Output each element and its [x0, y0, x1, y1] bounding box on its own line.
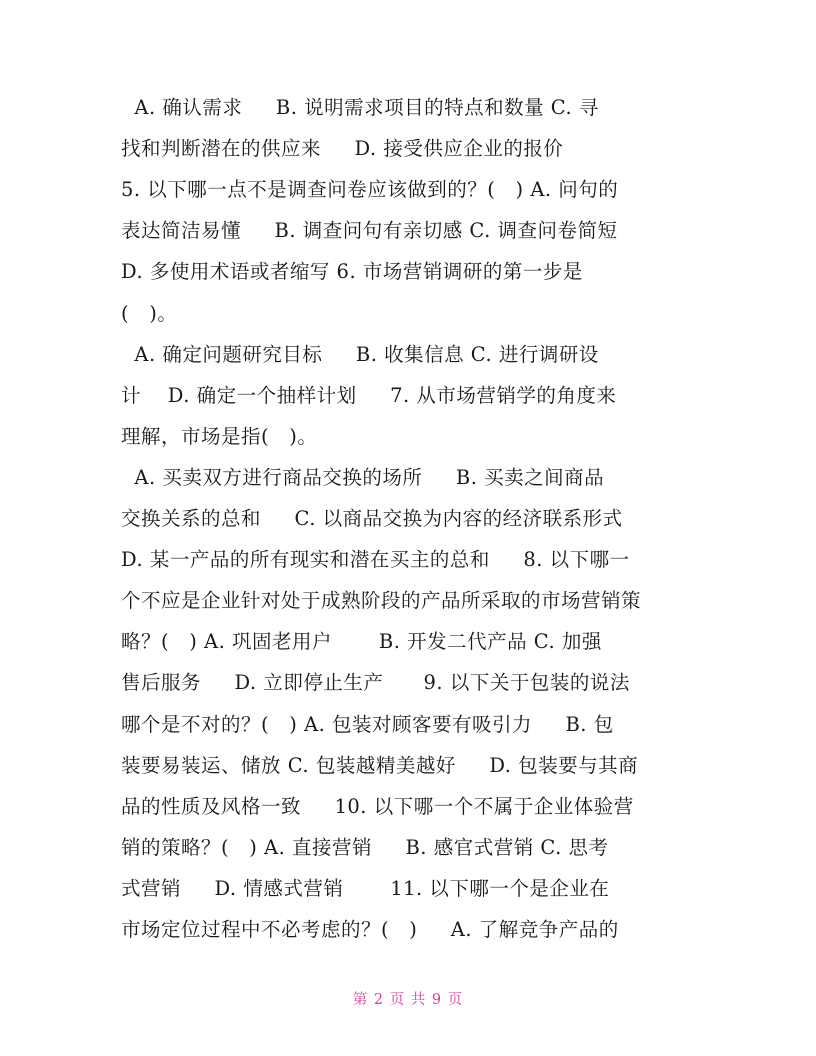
text-line: A. 买卖双方进行商品交换的场所 B. 买卖之间商品 [121, 465, 605, 489]
text-line: 理解，市场是指( )。 [121, 424, 318, 448]
text-line: 表达简洁易懂 B. 调查问句有亲切感 C. 调查问卷简短 [121, 219, 618, 243]
page-number-footer: 第 2 页 共 9 页 [352, 992, 464, 1008]
text-line: 品的性质及风格一致 10. 以下哪一个不属于企业体验营 [121, 794, 634, 818]
text-line: A. 确定问题研究目标 B. 收集信息 C. 进行调研设 [121, 342, 599, 366]
text-line: 售后服务 D. 立即停止生产 9. 以下关于包装的说法 [121, 671, 630, 695]
text-line: 市场定位过程中不必考虑的？( ) A. 了解竞争产品的 [121, 918, 619, 941]
text-line: 略？( ) A. 巩固老用户 B. 开发二代产品 C. 加强 [121, 630, 602, 654]
text-line: D. 多使用术语或者缩写 6. 市场营销调研的第一步是 [121, 260, 583, 284]
text-line: 销的策略？( ) A. 直接营销 B. 感官式营销 C. 思考 [121, 835, 609, 859]
text-line: 找和判断潜在的供应来 D. 接受供应企业的报价 [121, 137, 564, 161]
text-line: 5. 以下哪一点不是调查问卷应该做到的？( ) A. 问句的 [121, 178, 619, 202]
text-line: D. 某一产品的所有现实和潜在买主的总和 8. 以下哪一 [121, 548, 630, 572]
text-line: 交换关系的总和 C. 以商品交换为内容的经济联系形式 [121, 507, 623, 530]
text-line: ( )。 [121, 301, 178, 325]
text-line: 装要易装运、储放 C. 包装越精美越好 D. 包装要与其商 [121, 753, 639, 777]
text-line: A. 确认需求 B. 说明需求项目的特点和数量 C. 寻 [121, 96, 599, 119]
text-line: 计 D. 确定一个抽样计划 7. 从市场营销学的角度来 [121, 383, 617, 407]
text-line: 个不应是企业针对处于成熟阶段的产品所采取的市场营销策 [121, 589, 642, 613]
text-line: 式营销 D. 情感式营销 11. 以下哪一个是企业在 [121, 876, 610, 900]
text-line: 哪个是不对的？( ) A. 包装对顾客要有吸引力 B. 包 [121, 712, 614, 736]
